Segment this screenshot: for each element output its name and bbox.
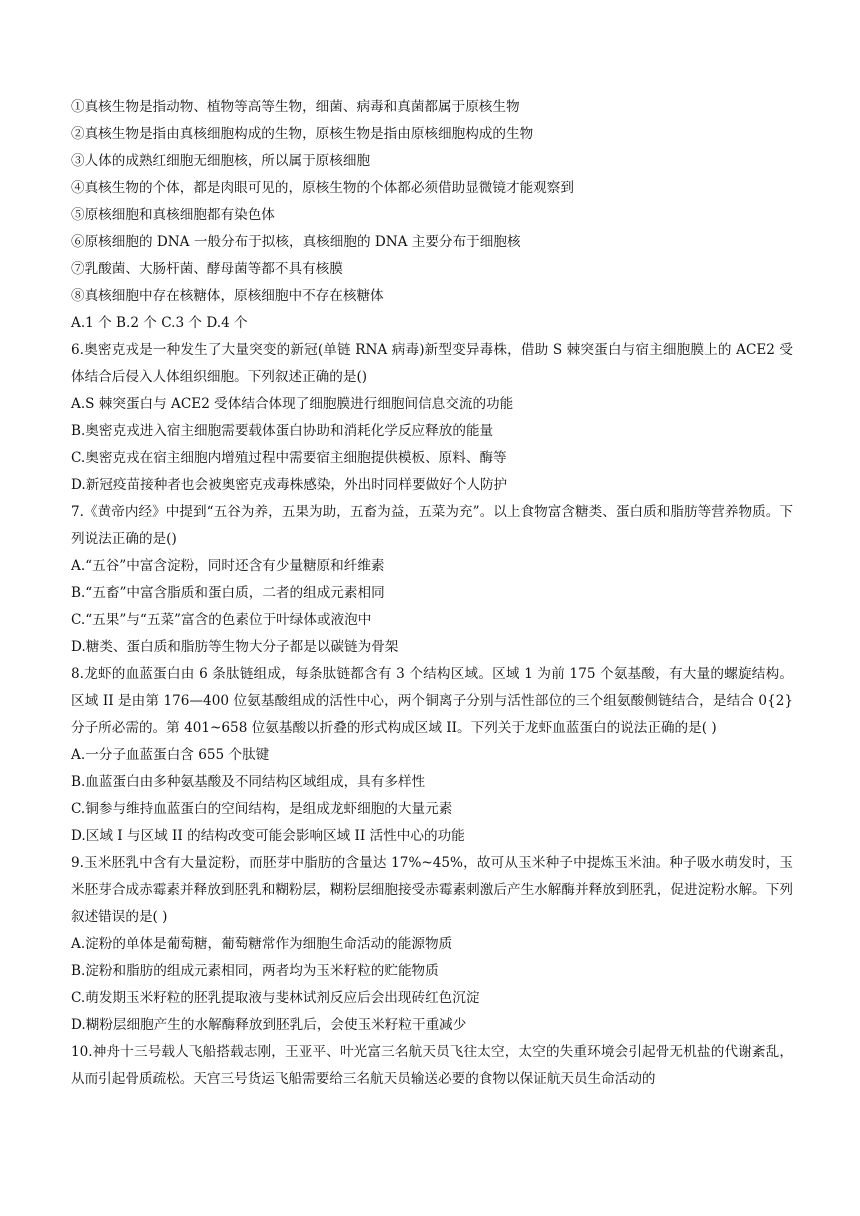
- exam-page: [71, 94, 793, 1093]
- statement-4: ④真核生物的个体，都是肉眼可见的，原核生物的个体都必须借助显微镜才能观察到: [71, 180, 574, 196]
- question-stem: 8.龙虾的血蓝蛋白由 6 条肽链组成，每条肽链都含有 3 个结构区域。区域 1 为前 175 个氨基酸，有大量的螺旋结构。区域 II 是由第 176—400 位氨基酸组成的活性中心，两个铜离子分别与活性部位的三个组氨酸侧链结合，是结合 0{2}分子所必需的。第 401~658 位氨基酸以折叠的形式构成区域 II。下列关于龙虾血蓝蛋白的说法正确的是( ): [71, 666, 793, 736]
- option-b: B.“五畜”中富含脂质和蛋白质，二者的组成元素相同: [71, 585, 385, 601]
- question-stem: 7.《黄帝内经》中提到“五谷为养，五果为助，五畜为益，五菜为充”。以上食物富含糖类、蛋白质和脂肪等营养物质。下列说法正确的是(): [71, 504, 793, 547]
- question-stem: 9.玉米胚乳中含有大量淀粉，而胚芽中脂肪的含量达 17%~45%，故可从玉米种子中提炼玉米油。种子吸水萌发时，玉米胚芽合成赤霉素并释放到胚乳和糊粉层，糊粉层细胞接受赤霉素刺激后产生水解酶并释放到胚乳，促进淀粉水解。下列叙述错误的是( ): [71, 855, 793, 925]
- option-c: C.铜参与维持血蓝蛋白的空间结构，是组成龙虾细胞的大量元素: [71, 801, 453, 817]
- option-b: B.奥密克戎进入宿主细胞需要载体蛋白协助和消耗化学反应释放的能量: [71, 423, 494, 439]
- option-b: B.血蓝蛋白由多种氨基酸及不同结构区域组成，具有多样性: [71, 774, 426, 790]
- statement-6: ⑥原核细胞的 DNA 一般分布于拟核，真核细胞的 DNA 主要分布于细胞核: [71, 234, 521, 250]
- option-d: D.糊粉层细胞产生的水解酶释放到胚乳后，会使玉米籽粒干重减少: [71, 1017, 467, 1033]
- question-stem: 10.神舟十三号载人飞船搭载志刚，王亚平、叶光富三名航天员飞往太空，太空的失重环境会引起骨无机盐的代谢紊乱，从而引起骨质疏松。天宫三号货运飞船需要给三名航天员输送必要的食物以保证航天员生命活动的: [71, 1044, 793, 1087]
- option-a: A.淀粉的单体是葡萄糖，葡萄糖常作为细胞生命活动的能源物质: [71, 936, 453, 952]
- question-9: [71, 850, 793, 1039]
- statement-5: ⑤原核细胞和真核细胞都有染色体: [71, 207, 275, 223]
- q5-options: A.1 个 B.2 个 C.3 个 D.4 个: [71, 315, 248, 331]
- option-d: D.糖类、蛋白质和脂肪等生物大分子都是以碳链为骨架: [71, 639, 399, 655]
- option-d: D.区域 I 与区域 II 的结构改变可能会影响区域 II 活性中心的功能: [71, 828, 465, 844]
- statement-7: ⑦乳酸菌、大肠杆菌、酵母菌等都不具有核膜: [71, 261, 343, 277]
- question-stem: 6.奥密克戎是一种发生了大量突变的新冠(单链 RNA 病毒)新型变异毒株，借助 S 棘突蛋白与宿主细胞膜上的 ACE2 受体结合后侵入人体组织细胞。下列叙述正确的是(): [71, 342, 793, 385]
- option-a: A.S 棘突蛋白与 ACE2 受体结合体现了细胞膜进行细胞间信息交流的功能: [71, 396, 514, 412]
- statement-1: ①真核生物是指动物、植物等高等生物，细菌、病毒和真菌都属于原核生物: [71, 99, 520, 115]
- statement-3: ③人体的成熟红细胞无细胞核，所以属于原核细胞: [71, 153, 371, 169]
- option-c: C.“五果”与“五菜”富含的色素位于叶绿体或液泡中: [71, 612, 372, 628]
- question-8: [71, 661, 793, 850]
- statement-2: ②真核生物是指由真核细胞构成的生物，原核生物是指由原核细胞构成的生物: [71, 126, 534, 142]
- option-a: A.一分子血蓝蛋白含 655 个肽键: [71, 747, 270, 763]
- option-c: C.奥密克戎在宿主细胞内增殖过程中需要宿主细胞提供模板、原料、酶等: [71, 450, 507, 466]
- option-d: D.新冠疫苗接种者也会被奥密克戎毒株感染，外出时同样要做好个人防护: [71, 477, 508, 493]
- option-b: B.淀粉和脂肪的组成元素相同，两者均为玉米籽粒的贮能物质: [71, 963, 439, 979]
- option-a: A.“五谷”中富含淀粉，同时还含有少量糖原和纤维素: [71, 558, 385, 574]
- option-c: C.萌发期玉米籽粒的胚乳提取液与斐林试剂反应后会出现砖红色沉淀: [71, 990, 480, 1006]
- statement-8: ⑧真核细胞中存在核糖体，原核细胞中不存在核糖体: [71, 288, 384, 304]
- question-7: [71, 499, 793, 661]
- question-10: [71, 1039, 793, 1093]
- question-6: [71, 337, 793, 499]
